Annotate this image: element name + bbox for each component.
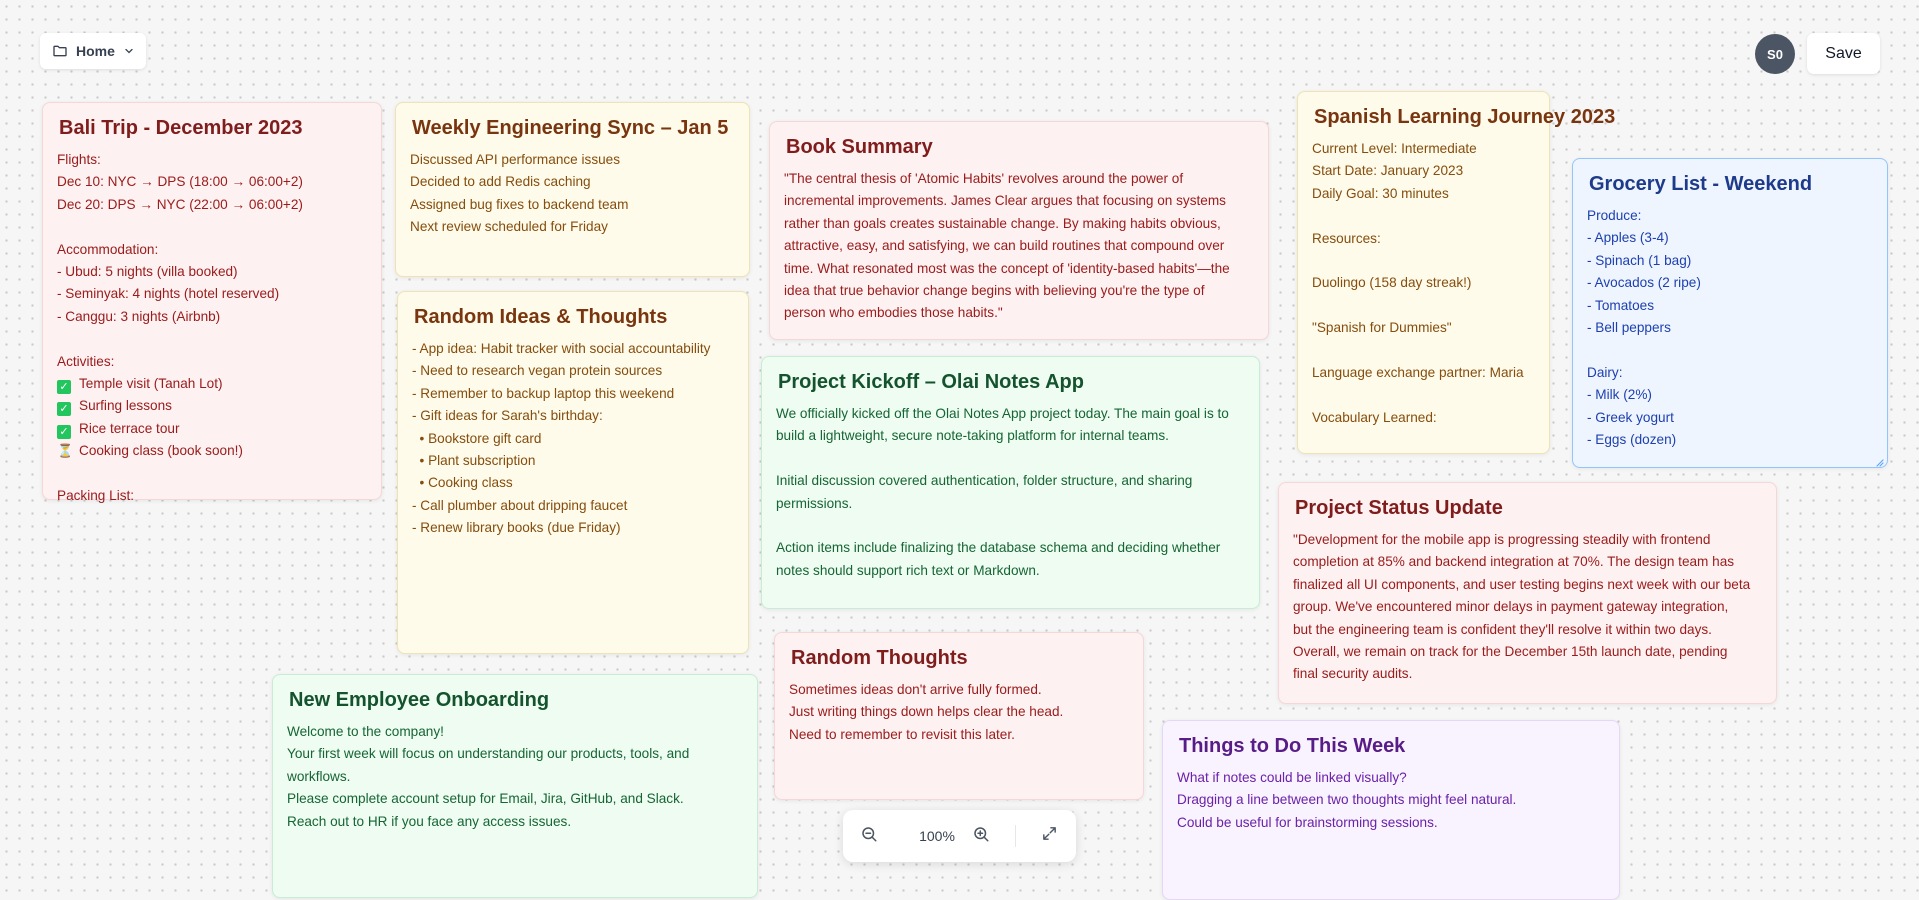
note-body [1587, 205, 1873, 451]
note-line: Produce: [1587, 208, 1642, 223]
note-line: Next review scheduled for Friday [410, 219, 608, 235]
checklist-label: Rice terrace tour [79, 420, 180, 436]
note-line [1312, 340, 1535, 362]
note-line: Please complete account setup for Email, Jira, GitHub, and Slack. [287, 791, 684, 807]
note-line: Activities: [57, 353, 115, 369]
note-title: Random Thoughts [791, 647, 968, 669]
note-body [287, 721, 743, 833]
note-new-employee-onboarding[interactable] [272, 674, 758, 898]
note-random-ideas[interactable] [397, 291, 749, 654]
checklist-label: Cooking class (book soon!) [79, 443, 243, 459]
note-line: Current Level: Intermediate [1312, 141, 1477, 156]
note-title: Spanish Learning Journey 2023 [1314, 106, 1616, 128]
note-body [57, 149, 367, 507]
note-line: What if notes could be linked visually? [1177, 770, 1407, 785]
note-line: "Spanish for Dummies" [1312, 320, 1452, 336]
note-line: - Apples (3-4) [1587, 230, 1669, 246]
note-line: workflows. [287, 768, 351, 784]
note-body [410, 149, 735, 239]
checklist-item [57, 395, 367, 417]
note-body [412, 338, 734, 540]
note-line: Start Date: January 2023 [1312, 163, 1464, 179]
note-line: We officially kicked off the Olai Notes App project today. The main goal is to [776, 406, 1229, 421]
checkmark-icon: ✓ [57, 402, 71, 416]
note-line: Daily Goal: 30 minutes [1312, 185, 1449, 201]
toolbar-divider [1015, 825, 1016, 847]
note-title: Project Status Update [1295, 497, 1503, 519]
expand-icon [1041, 825, 1058, 847]
note-line: - Eggs (dozen) [1587, 432, 1677, 448]
zoom-toolbar [843, 810, 1076, 862]
fit-to-screen-button[interactable] [1037, 824, 1061, 848]
note-body [1293, 529, 1762, 686]
note-project-status-update[interactable] [1278, 482, 1777, 704]
note-line [1312, 384, 1535, 406]
note-body [784, 168, 1254, 325]
note-line: Dec 10: NYC → DPS (18:00 → 06:00+2) [57, 174, 303, 190]
note-random-thoughts[interactable] [774, 632, 1144, 800]
chevron-down-icon [123, 45, 135, 57]
note-line: Welcome to the company! [287, 724, 444, 739]
breadcrumb-label: Home [76, 43, 115, 59]
note-line: Reach out to HR if you face any access issues. [287, 813, 572, 829]
note-line: permissions. [776, 495, 853, 511]
note-line: Accommodation: [57, 241, 159, 257]
checklist-item [57, 373, 367, 395]
save-button[interactable]: Save [1807, 33, 1880, 74]
note-line: - Renew library books (due Friday) [412, 520, 621, 536]
note-line: - Avocados (2 ripe) [1587, 275, 1701, 291]
note-line: Action items include finalizing the database schema and deciding whether [776, 540, 1221, 556]
note-line: Packing List: [57, 488, 135, 504]
note-title: Grocery List - Weekend [1589, 173, 1813, 195]
note-line: Resources: [1312, 230, 1381, 246]
note-body [1312, 138, 1535, 429]
note-line [776, 448, 1245, 470]
note-line: final security audits. [1293, 666, 1413, 682]
note-line [1312, 295, 1535, 317]
note-line: "Development for the mobile app is progressing steadily with frontend [1293, 532, 1711, 547]
note-title: Bali Trip - December 2023 [59, 117, 303, 139]
note-line [57, 328, 367, 350]
folder-icon [52, 43, 68, 59]
zoom-in-button[interactable] [969, 824, 993, 848]
note-line: rather than goals creates sustainable change. By making habits obvious, [784, 215, 1221, 231]
note-title: Book Summary [786, 136, 933, 158]
zoom-level: 100% [919, 828, 955, 844]
note-line: Language exchange partner: Maria [1312, 365, 1524, 380]
breadcrumb-folder-selector[interactable] [40, 33, 146, 69]
note-body [1177, 767, 1605, 834]
note-line: completion at 85% and backend integration at 70%. The design team has [1293, 554, 1735, 570]
note-line: - Remember to backup laptop this weekend [412, 385, 675, 401]
note-title: Random Ideas & Thoughts [414, 306, 668, 328]
user-avatar[interactable] [1755, 34, 1795, 74]
checklist-item [57, 440, 367, 462]
note-line: "The central thesis of 'Atomic Habits' revolves around the power of [784, 171, 1184, 186]
note-line: - Greek yogurt [1587, 409, 1674, 425]
note-line: - Bell peppers [1587, 320, 1671, 336]
note-line: Discussed API performance issues [410, 152, 621, 167]
note-line: - Seminyak: 4 nights (hotel reserved) [57, 286, 280, 302]
note-line [1312, 250, 1535, 272]
note-line: time. What resonated most was the concept of 'identity-based habits'—the [784, 260, 1230, 276]
note-line: • Cooking class [412, 475, 513, 491]
note-line: - Ubud: 5 nights (villa booked) [57, 264, 238, 280]
note-line [1587, 339, 1873, 361]
note-line: but the engineering team is confident they'll resolve it within two days. [1293, 621, 1712, 637]
checkmark-icon: ✓ [57, 425, 71, 439]
note-bali-trip[interactable] [42, 102, 382, 504]
note-line: Assigned bug fixes to backend team [410, 196, 629, 212]
note-line: Need to remember to revisit this later. [789, 726, 1015, 742]
note-line: - Need to research vegan protein sources [412, 363, 663, 379]
note-line: Dec 20: DPS → NYC (22:00 → 06:00+2) [57, 196, 303, 212]
note-line: - Gift ideas for Sarah's birthday: [412, 408, 603, 424]
note-line: - Spinach (1 bag) [1587, 252, 1692, 268]
note-line: group. We've encountered minor delays in payment gateway integration, [1293, 599, 1729, 615]
note-line: - App idea: Habit tracker with social accountability [412, 341, 711, 356]
avatar-initials: S0 [1767, 46, 1783, 62]
note-line: Dairy: [1587, 364, 1623, 380]
note-line: Overall, we remain on track for the December 15th launch date, pending [1293, 644, 1728, 660]
note-line: Decided to add Redis caching [410, 174, 591, 190]
note-line: - Tomatoes [1587, 297, 1654, 313]
note-line: Initial discussion covered authentication, folder structure, and sharing [776, 473, 1193, 489]
note-line: Dragging a line between two thoughts might feel natural. [1177, 792, 1517, 808]
note-line: • Bookstore gift card [412, 430, 542, 446]
note-title: Project Kickoff – Olai Notes App [778, 371, 1084, 393]
note-body [789, 679, 1129, 746]
checkmark-icon: ✓ [57, 380, 71, 394]
note-line: Just writing things down helps clear the head. [789, 704, 1064, 720]
note-line: notes should support rich text or Markdown. [776, 562, 1040, 578]
note-line: Your first week will focus on understanding our products, tools, and [287, 746, 690, 762]
note-line [1312, 205, 1535, 227]
note-line: Sometimes ideas don't arrive fully formed. [789, 682, 1042, 697]
note-line: Flights: [57, 152, 101, 167]
note-line: - Call plumber about dripping faucet [412, 497, 628, 513]
checklist-item [57, 418, 367, 440]
checklist-label: Temple visit (Tanah Lot) [79, 376, 223, 392]
note-title: Things to Do This Week [1179, 735, 1406, 757]
note-line [776, 515, 1245, 537]
checklist-label: Surfing lessons [79, 398, 172, 414]
note-line: idea that true behavior change begins with believing you're the type of [784, 283, 1205, 299]
note-title: New Employee Onboarding [289, 689, 550, 711]
note-project-kickoff[interactable] [761, 356, 1260, 609]
note-line: incremental improvements. James Clear argues that focusing on systems [784, 193, 1226, 209]
note-line: finalized all UI components, and user testing begins next week with our beta [1293, 576, 1751, 592]
zoom-out-button[interactable] [857, 824, 881, 848]
note-line: Could be useful for brainstorming sessions. [1177, 814, 1438, 830]
note-line: Vocabulary Learned: [1312, 409, 1437, 425]
note-line: - Canggu: 3 nights (Airbnb) [57, 308, 221, 324]
resize-handle-icon[interactable] [1874, 454, 1884, 464]
note-book-summary[interactable] [769, 121, 1269, 340]
note-line: attractive, easy, and satisfying, we can build routines that compound over [784, 238, 1225, 254]
note-title: Weekly Engineering Sync – Jan 5 [412, 117, 729, 139]
note-body [776, 403, 1245, 582]
note-line: person who embodies those habits." [784, 305, 1003, 321]
note-line: • Plant subscription [412, 453, 536, 469]
zoom-out-icon [860, 825, 878, 848]
zoom-in-icon [972, 825, 990, 848]
note-line [57, 216, 367, 238]
note-line [57, 463, 367, 485]
note-weekly-engineering-sync[interactable] [395, 102, 750, 277]
note-things-to-do[interactable] [1162, 720, 1620, 900]
hourglass-icon: ⏳ [57, 443, 74, 459]
note-line: - Milk (2%) [1587, 387, 1652, 403]
note-line: build a lightweight, secure note-taking platform for internal teams. [776, 428, 1169, 444]
note-grocery-list[interactable] [1572, 158, 1888, 468]
note-line: Duolingo (158 day streak!) [1312, 275, 1472, 291]
